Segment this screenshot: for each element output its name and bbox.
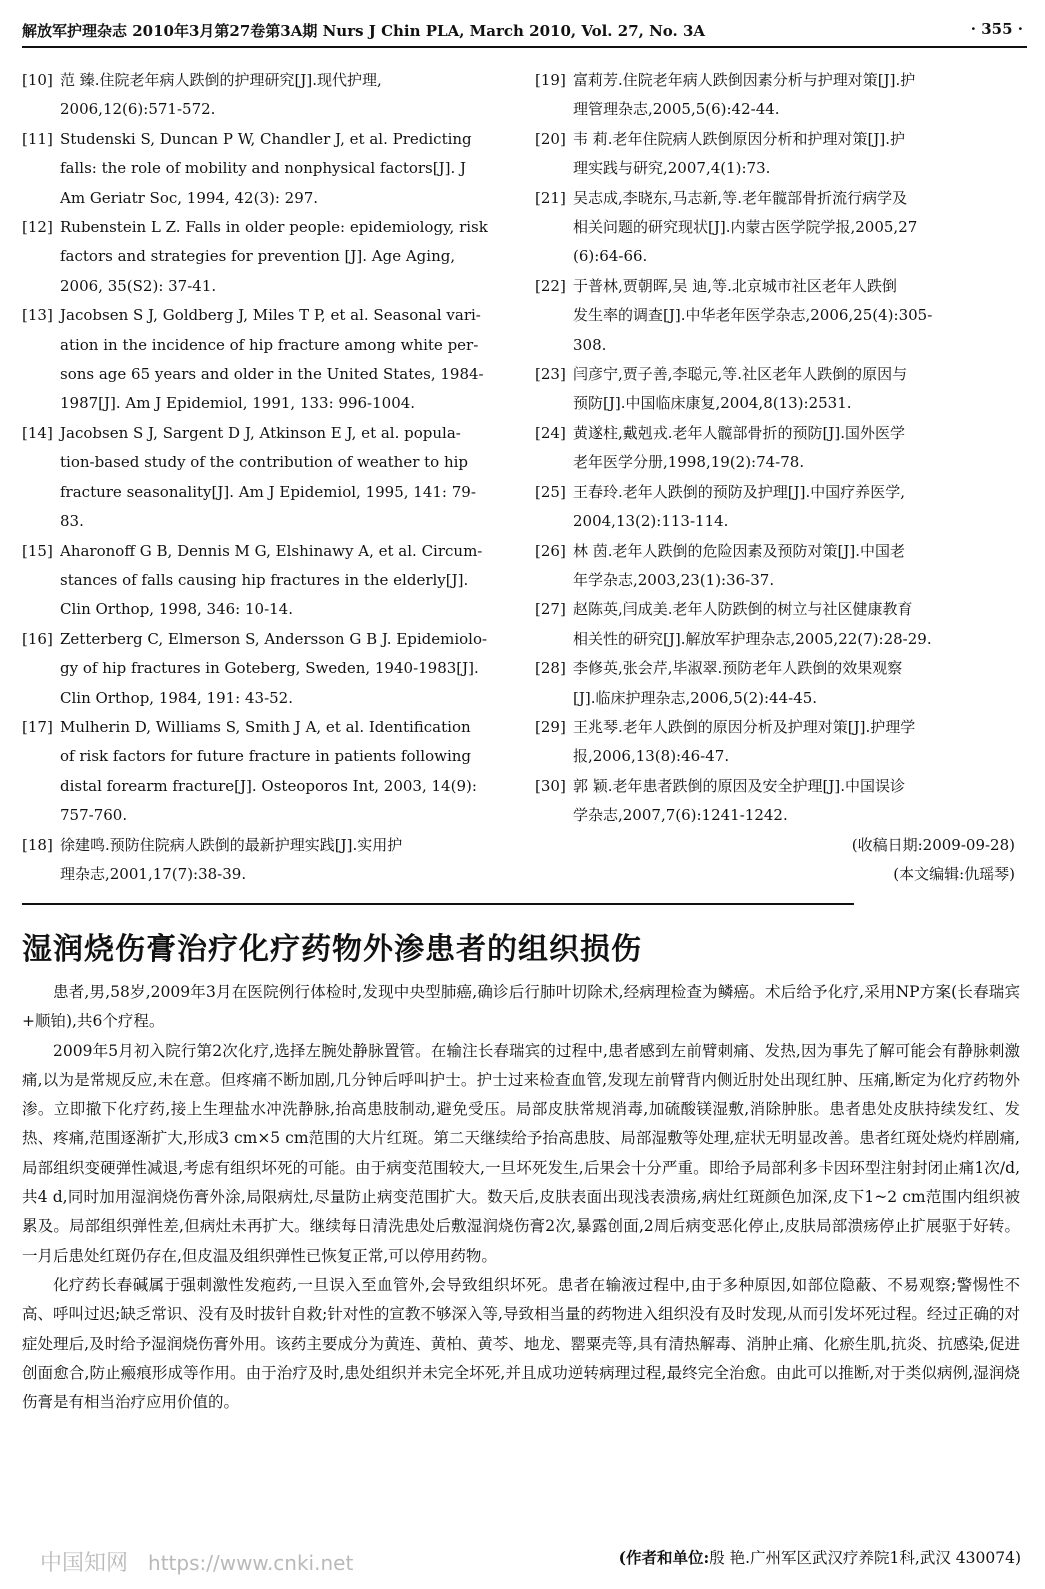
reference-line: 理管理杂志,2005,5(6):42-44. <box>573 100 780 119</box>
page-number: · 355 · <box>970 20 1023 38</box>
reference-line: ation in the incidence of hip fracture among white per- <box>60 335 479 354</box>
reference-line: 王兆琴.老年人跌倒的原因分析及护理对策[J].护理学 <box>573 717 916 736</box>
reference-line: 2004,13(2):113-114. <box>573 512 729 531</box>
reference-text <box>573 772 1015 831</box>
reference-line: 范 臻.住院老年病人跌倒的护理研究[J].现代护理, <box>60 71 382 89</box>
reference-line: 老年医学分册,1998,19(2):74-78. <box>573 453 805 472</box>
reference-number: [23] <box>535 365 566 384</box>
reference-item <box>535 419 1015 478</box>
reference-number: [24] <box>535 423 566 442</box>
running-header <box>22 16 1027 48</box>
article-paragraph: 患者,男,58岁,2009年3月在医院例行体检时,发现中央型肺癌,确诊后行肺叶切除术,经病理检查为鳞癌。术后给予化疗,采用NP方案(长春瑞宾+顺铂),共6个疗程。 <box>22 983 1020 1031</box>
reference-item <box>535 360 1015 419</box>
reference-line: 预防[J].中国临床康复,2004,8(13):2531. <box>573 394 852 413</box>
reference-line: Jacobsen S J, Sargent D J, Atkinson E J, et al. popula- <box>60 423 461 442</box>
reference-text <box>573 125 1015 184</box>
reference-line: 1987[J]. Am J Epidemiol, 1991, 133: 996-1004. <box>60 394 416 413</box>
reference-line: 757-760. <box>60 806 128 825</box>
reference-text <box>60 713 494 831</box>
reference-line: Mulherin D, Williams S, Smith J A, et al. Identification <box>60 717 471 736</box>
reference-line: Clin Orthop, 1998, 346: 10-14. <box>60 600 293 619</box>
reference-line: gy of hip fractures in Goteberg, Sweden, 1940-1983[J]. <box>60 659 479 678</box>
reference-line: 王春玲.老年人跌倒的预防及护理[J].中国疗养医学, <box>573 482 906 501</box>
reference-text <box>573 419 1015 478</box>
reference-line: 83. <box>60 512 84 531</box>
reference-item <box>535 272 1015 360</box>
reference-line: 闫彦宁,贾子善,李聪元,等.社区老年人跌倒的原因与 <box>573 365 908 384</box>
reference-number: [13] <box>22 306 53 325</box>
reference-line: [J].临床护理杂志,2006,5(2):44-45. <box>573 688 818 707</box>
reference-line: falls: the role of mobility and nonphysical factors[J]. J <box>60 159 467 178</box>
reference-text <box>573 272 1015 360</box>
reference-item <box>535 125 1015 184</box>
reference-item <box>535 772 1015 831</box>
reference-line: Rubenstein L Z. Falls in older people: epidemiology, risk <box>60 218 488 237</box>
reference-line: 理杂志,2001,17(7):38-39. <box>60 864 247 883</box>
reference-text <box>60 301 494 419</box>
reference-number: [25] <box>535 482 566 501</box>
watermark <box>40 1546 353 1577</box>
reference-text <box>60 625 494 713</box>
reference-line: Aharonoff G B, Dennis M G, Elshinawy A, et al. Circum- <box>60 541 483 560</box>
author-text: 殷 艳.广州军区武汉疗养院1科,武汉 430074) <box>709 1549 1021 1567</box>
reference-item <box>22 66 494 125</box>
reference-number: [22] <box>535 276 566 295</box>
author-label: (作者和单位: <box>618 1548 710 1567</box>
reference-number: [27] <box>535 600 566 619</box>
author-affiliation <box>619 1546 1021 1568</box>
reference-number: [16] <box>22 629 53 648</box>
reference-text <box>573 478 1015 537</box>
reference-line: 徐建鸣.预防住院病人跌倒的最新护理实践[J].实用护 <box>60 835 403 854</box>
article-body <box>22 978 1020 1417</box>
reference-item <box>22 301 494 419</box>
reference-item <box>535 595 1015 654</box>
reference-line: sons age 65 years and older in the United States, 1984- <box>60 365 484 384</box>
reference-item <box>22 213 494 301</box>
reference-number: [12] <box>22 218 53 237</box>
reference-line: 相关性的研究[J].解放军护理杂志,2005,22(7):28-29. <box>573 629 932 648</box>
reference-line: stances of falls causing hip fractures in the elderly[J]. <box>60 570 469 589</box>
reference-item <box>22 625 494 713</box>
reference-number: [29] <box>535 717 566 736</box>
reference-line: 相关问题的研究现状[J].内蒙古医学院学报,2005,27 <box>573 218 918 237</box>
reference-line: 2006, 35(S2): 37-41. <box>60 276 217 295</box>
reference-line: 吴志成,李晓东,马志新,等.老年髋部骨折流行病学及 <box>573 188 908 207</box>
article-paragraph: 2009年5月初入院行第2次化疗,选择左腕处静脉置管。在输注长春瑞宾的过程中,患者感到左前臂刺痛、发热,因为事先了解可能会有静脉刺激痛,以为是常规反应,未在意。但疼痛不断加剧,几分钟后呼叫护士。护士过来检查血管,发现左前臂背内侧近肘处出现红肿、压痛,断定为化疗药物外渗。立即撤下化疗药,接上生理盐水冲洗静脉,抬高患肢制动,避免受压。局部皮肤常规消毒,加硫酸镁湿敷,消除肿胀。患者患处皮肤持续发红、发热、疼痛,范围逐渐扩大,形成3 cm×5 cm范围的大片红斑。第二天继续给予抬高患肢、局部湿敷等处理,症状无明显改善。患者红斑处烧灼样剧痛,局部组织变硬弹性减退,考虑有组织坏死的可能。由于病变范围较大,一旦坏死发生,后果会十分严重。即给予局部利多卡因环型注射封闭止痛1次/d,共4 d,同时加用湿润烧伤膏外涂,局限病灶,尽量防止病变范围扩大。数天后,皮肤表面出现浅表溃疡,病灶红斑颜色加深,皮下1~2 cm范围内组织被累及。局部组织弹性差,但病灶未再扩大。继续每日清洗患处后敷湿润烧伤膏2次,暴露创面,2周后病变恶化停止,皮肤局部溃疡停止扩展驱于好转。一月后患处红斑仍存在,但皮温及组织弹性已恢复正常,可以停用药物。 <box>22 1041 1020 1265</box>
reference-number: [18] <box>22 835 53 854</box>
reference-number: [26] <box>535 541 566 560</box>
reference-text <box>60 66 494 125</box>
reference-line: Studenski S, Duncan P W, Chandler J, et al. Predicting <box>60 129 472 148</box>
watermark-url: https://www.cnki.net <box>148 1551 354 1575</box>
reference-line: 学杂志,2007,7(6):1241-1242. <box>573 806 788 825</box>
reference-item <box>22 125 494 213</box>
watermark-brand: 中国知网 <box>40 1551 129 1576</box>
reference-line: of risk factors for future fracture in patients following <box>60 747 472 766</box>
reference-line: fracture seasonality[J]. Am J Epidemiol, 1995, 141: 79- <box>60 482 476 501</box>
reference-line: (6):64-66. <box>573 247 648 266</box>
reference-line: 308. <box>573 335 607 354</box>
reference-number: [20] <box>535 129 566 148</box>
reference-line: 于普林,贾朝晖,吴 迪,等.北京城市社区老年人跌倒 <box>573 276 897 295</box>
reference-number: [17] <box>22 717 53 736</box>
reference-line: 理实践与研究,2007,4(1):73. <box>573 159 771 178</box>
received-date: (收稿日期:2009-09-28) <box>851 835 1015 854</box>
reference-line: Clin Orthop, 1984, 191: 43-52. <box>60 688 293 707</box>
article-title: 湿润烧伤膏治疗化疗药物外渗患者的组织损伤 <box>22 932 642 967</box>
reference-text <box>60 125 494 213</box>
reference-line: 林 茵.老年人跌倒的危险因素及预防对策[J].中国老 <box>573 541 906 560</box>
reference-text <box>573 713 1015 772</box>
reference-text <box>573 184 1015 272</box>
reference-item <box>22 537 494 625</box>
reference-item <box>22 713 494 831</box>
reference-item <box>22 831 494 890</box>
article-paragraph: 化疗药长春碱属于强刺激性发疱药,一旦误入至血管外,会导致组织坏死。患者在输液过程中,由于多种原因,如部位隐蔽、不易观察;警惕性不高、呼叫过迟;缺乏常识、没有及时拔针自救;针对性的宣教不够深入等,导致相当量的药物进入组织没有及时发现,从而引发坏死过程。经过正确的对症处理后,及时给予湿润烧伤膏外用。该药主要成分为黄连、黄柏、黄芩、地龙、罂粟壳等,具有清热解毒、消肿止痛、化瘀生肌,抗炎、抗感染,促进创面愈合,防止瘢痕形成等作用。由于治疗及时,患处组织并未完全坏死,并且成功逆转病理过程,最终完全治愈。由此可以推断,对于类似病例,湿润烧伤膏是有相当治疗应用价值的。 <box>22 1275 1020 1412</box>
reference-line: 发生率的调查[J].中华老年医学杂志,2006,25(4):305- <box>573 306 933 325</box>
reference-text <box>60 419 494 537</box>
reference-line: distal forearm fracture[J]. Osteoporos Int, 2003, 14(9): <box>60 776 477 795</box>
reference-line: 富莉芳.住院老年病人跌倒因素分析与护理对策[J].护 <box>573 71 916 89</box>
reference-line: 2006,12(6):571-572. <box>60 100 216 119</box>
editor-credit: (本文编辑:仇瑶琴) <box>893 864 1015 883</box>
reference-number: [28] <box>535 659 566 678</box>
reference-item <box>535 184 1015 272</box>
reference-text <box>573 595 1015 654</box>
reference-item <box>535 654 1015 713</box>
reference-line: 李修英,张会芹,毕淑翠.预防老年人跌倒的效果观察 <box>573 659 903 678</box>
reference-line: Zetterberg C, Elmerson S, Andersson G B J. Epidemiolo- <box>60 629 488 648</box>
reference-text <box>573 654 1015 713</box>
reference-line: 黄遂柱,戴剋戎.老年人髋部骨折的预防[J].国外医学 <box>573 423 906 442</box>
reference-number: [10] <box>22 71 53 89</box>
reference-number: [21] <box>535 188 566 207</box>
reference-line: factors and strategies for prevention [J]. Age Aging, <box>60 247 456 266</box>
references-right-column <box>535 66 1015 889</box>
reference-number: [15] <box>22 541 53 560</box>
reference-line: 年学杂志,2003,23(1):36-37. <box>573 570 775 589</box>
reference-number: [11] <box>22 129 53 148</box>
reference-text <box>60 831 494 890</box>
reference-line: Jacobsen S J, Goldberg J, Miles T P, et al. Seasonal vari- <box>60 306 481 325</box>
reference-line: Am Geriatr Soc, 1994, 42(3): 297. <box>60 188 319 207</box>
reference-line: tion-based study of the contribution of weather to hip <box>60 453 469 472</box>
reference-text <box>573 66 1015 125</box>
reference-number: [30] <box>535 776 566 795</box>
reference-line: 赵陈英,闫成美.老年人防跌倒的树立与社区健康教育 <box>573 600 913 619</box>
reference-item <box>535 66 1015 125</box>
reference-text <box>60 537 494 625</box>
reference-item <box>535 478 1015 537</box>
reference-text <box>573 360 1015 419</box>
reference-text <box>573 537 1015 596</box>
reference-item <box>22 419 494 537</box>
reference-item <box>535 713 1015 772</box>
journal-citation: 解放军护理杂志 2010年3月第27卷第3A期 Nurs J Chin PLA, March 2010, Vol. 27, No. 3A <box>22 22 706 40</box>
reference-line: 郭 颖.老年患者跌倒的原因及安全护理[J].中国误诊 <box>573 776 906 795</box>
reference-line: 韦 莉.老年住院病人跌倒原因分析和护理对策[J].护 <box>573 129 906 148</box>
reference-text <box>60 213 494 301</box>
section-divider <box>22 903 854 905</box>
reference-line: 报,2006,13(8):46-47. <box>573 747 730 766</box>
references-left-column <box>22 66 494 889</box>
reference-number: [19] <box>535 71 566 89</box>
reference-number: [14] <box>22 423 53 442</box>
reference-item <box>535 537 1015 596</box>
